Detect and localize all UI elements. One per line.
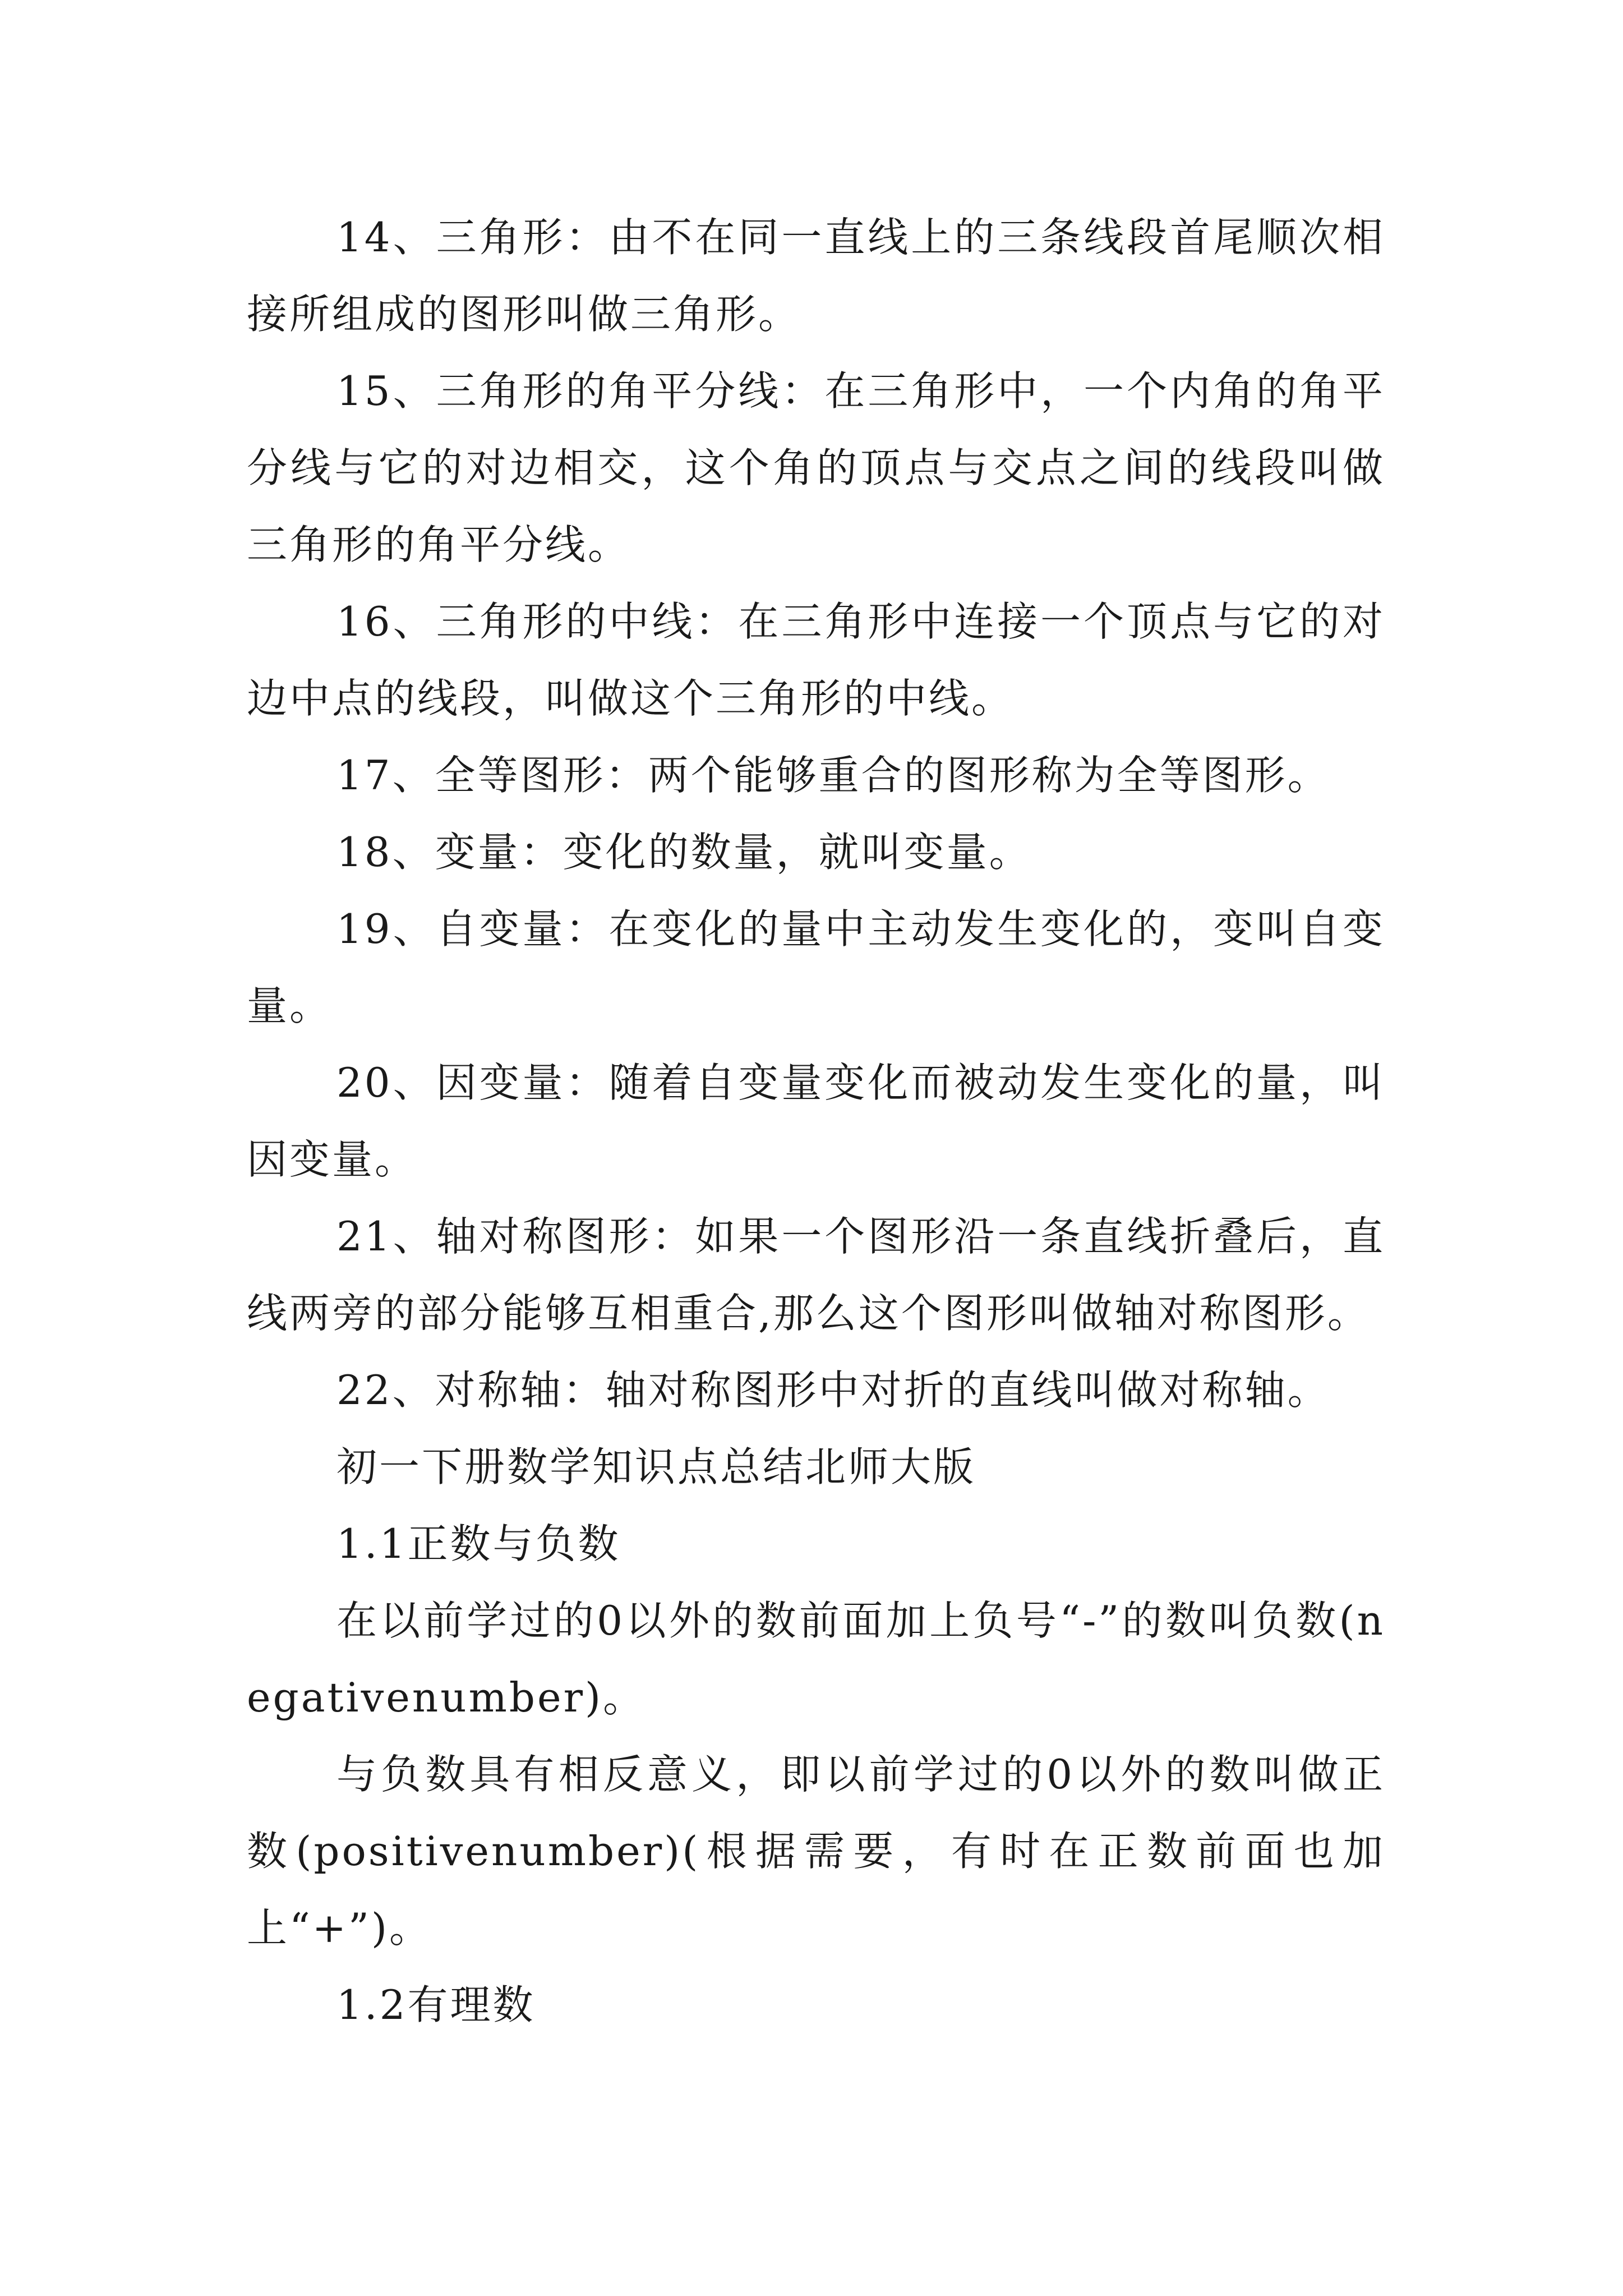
- paragraph-axisymmetric-figure: 21、轴对称图形：如果一个图形沿一条直线折叠后，直线两旁的部分能够互相重合,那么这个图形叫做轴对称图形。: [247, 1213, 1385, 1337]
- paragraph-variable: 18、变量：变化的数量，就叫变量。: [336, 829, 1032, 876]
- subsection-heading-1-2: 1.2有理数: [336, 1981, 536, 2028]
- paragraph-dependent-variable: 20、因变量：随着自变量变化而被动发生变化的量，叫因变量。: [247, 1059, 1385, 1183]
- paragraph-angle-bisector: 15、三角形的角平分线：在三角形中，一个内角的角平分线与它的对边相交，这个角的顶点与交点之间的线段叫做三角形的角平分线。: [247, 367, 1385, 568]
- section-heading: 初一下册数学知识点总结北师大版: [336, 1443, 976, 1490]
- paragraph-symmetry-axis: 22、对称轴：轴对称图形中对折的直线叫做对称轴。: [336, 1366, 1330, 1414]
- subsection-heading-1-1: 1.1正数与负数: [336, 1520, 621, 1567]
- paragraph-congruent-figures: 17、全等图形：两个能够重合的图形称为全等图形。: [336, 752, 1330, 799]
- paragraph-negative-numbers: 在以前学过的0以外的数前面加上负号“-”的数叫负数(negativenumber)。: [247, 1597, 1385, 1721]
- document-body: [247, 199, 1385, 2044]
- paragraph-median: 16、三角形的中线：在三角形中连接一个顶点与它的对边中点的线段，叫做这个三角形的中线。: [247, 598, 1385, 722]
- paragraph-independent-variable: 19、自变量：在变化的量中主动发生变化的，变叫自变量。: [247, 905, 1385, 1029]
- paragraph-triangle-definition: 14、三角形：由不在同一直线上的三条线段首尾顺次相接所组成的图形叫做三角形。: [247, 214, 1385, 338]
- paragraph-positive-numbers: 与负数具有相反意义，即以前学过的0以外的数叫做正数(positivenumber)(根据需要，有时在正数前面也加上“+”)。: [247, 1751, 1385, 1952]
